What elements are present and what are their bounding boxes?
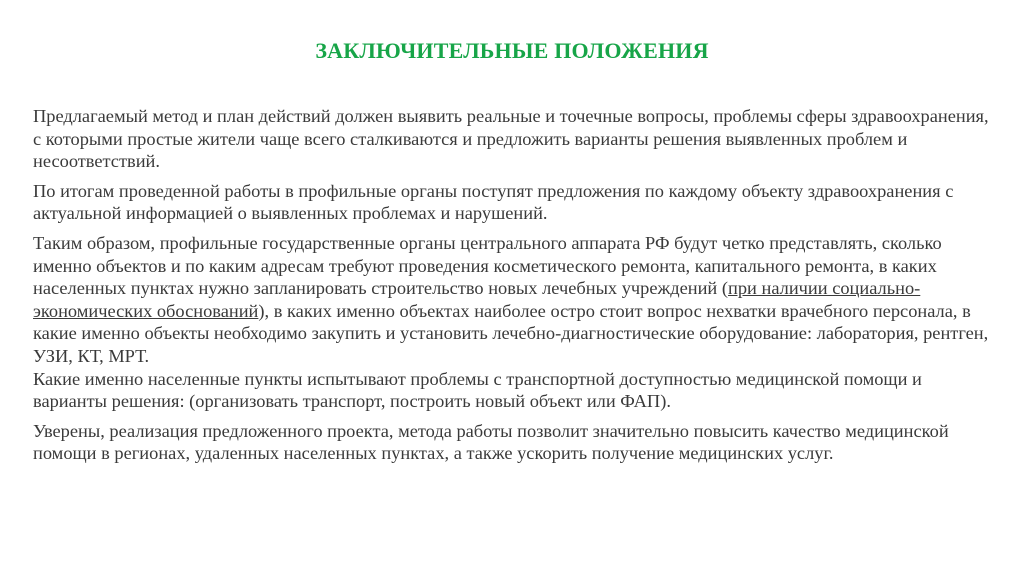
paragraph-state-bodies xyxy=(33,232,998,368)
underlined-justification: при наличии социально-экономических обоснований xyxy=(33,278,921,321)
paragraph-conclusion: Уверены, реализация предложенного проекта, метода работы позволит значительно повысить качество медицинской помощи в регионах, удаленных населенных пунктах, а также ускорить получение медицинских услуг. xyxy=(33,420,949,464)
paragraph-state-bodies-text-end: ), в каких именно объектах наиболее остро стоит вопрос нехватки врачебного персонала, в какие именно объекты необходимо закупить и установить лечебно-диагностические оборудование: лаборатория, рентген, УЗИ, КТ, МРТ. xyxy=(33,300,989,366)
paragraph-state-bodies-text-start: Таким образом, профильные государственные органы центрального аппарата РФ будут четко представлять, сколько именно объектов и по каким адресам требуют проведения косметического ремонта, капитального ремонта, в каких населенных пунктах нужно запланировать строительство новых лечебных учреждений ( xyxy=(33,232,942,299)
paragraph-transport: Какие именно населенные пункты испытывают проблемы с транспортной доступностью медицинской помощи и варианты решения: (организовать транспорт, построить новый объект или ФАП). xyxy=(33,368,922,412)
paragraph-method: Предлагаемый метод и план действий должен выявить реальные и точечные вопросы, проблемы сферы здравоохранения, с которыми простые жители чаще всего сталкиваются и предложить варианты решения выявленных проблем и несоответствий. xyxy=(33,106,989,172)
slide-title: ЗАКЛЮЧИТЕЛЬНЫЕ ПОЛОЖЕНИЯ xyxy=(315,38,709,63)
slide-body xyxy=(33,105,998,472)
paragraph-results: По итогам проведенной работы в профильные органы поступят предложения по каждому объекту здравоохранения с актуальной информацией о выявленных проблемах и нарушений. xyxy=(33,180,954,224)
